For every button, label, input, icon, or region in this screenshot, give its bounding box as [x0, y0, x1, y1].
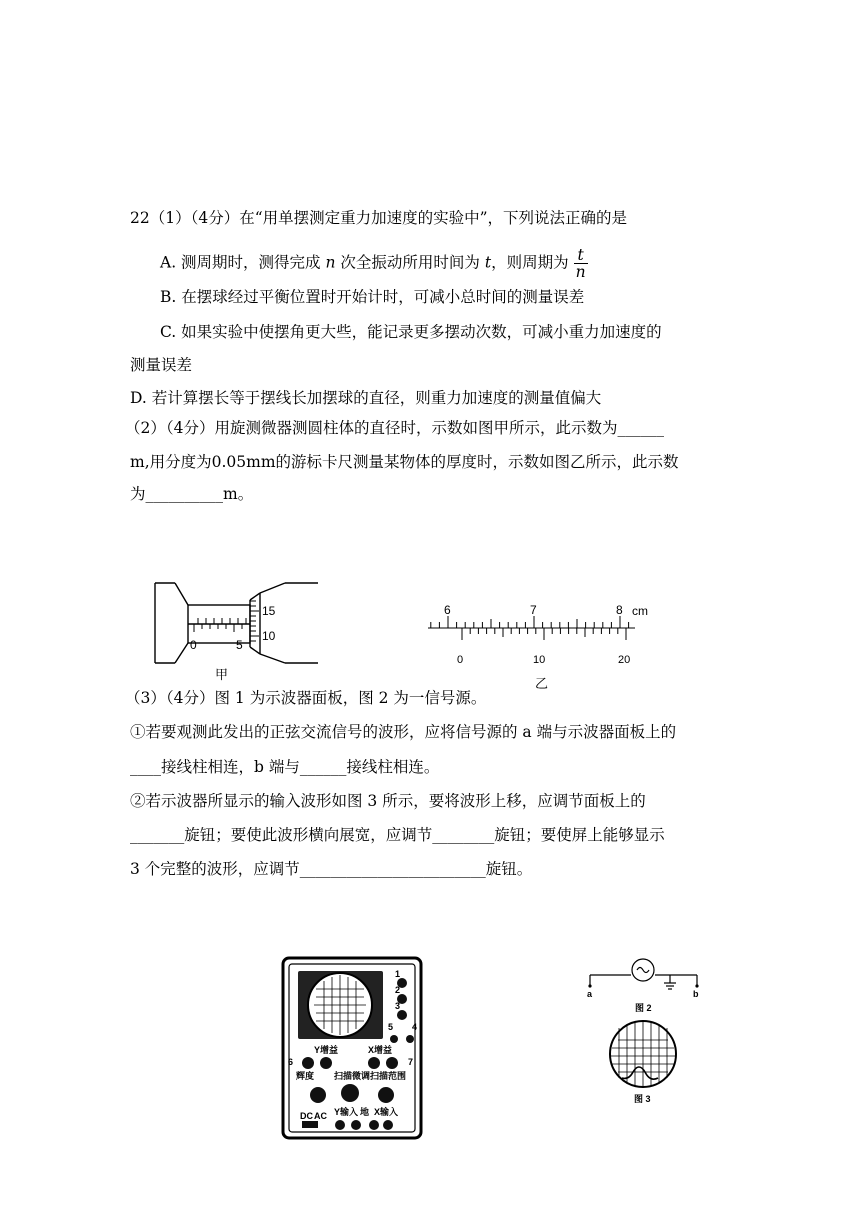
unit-label: cm	[632, 604, 648, 618]
option-a-post: ，则周期为	[491, 253, 569, 272]
label-ground: 地	[360, 1107, 370, 1117]
thimble-label-10: 10	[262, 629, 276, 643]
part2-line2: m,用分度为0.05mm的游标卡尺测量某物体的厚度时，示数如图乙所示，此示数	[130, 453, 679, 471]
label-ac: AC	[314, 1111, 327, 1121]
question-title: 22（1）（4分）在“用单摆测定重力加速度的实验中”，下列说法正确的是	[130, 209, 628, 227]
part3-line2: ①若要观测此发出的正弦交流信号的波形，应将信号源的 a 端与示波器面板上的	[130, 723, 677, 741]
sleeve-label-5: 5	[236, 638, 243, 652]
label-3: 3	[395, 1001, 401, 1011]
label-sweep-fine: 扫描微调	[334, 1071, 371, 1081]
vernier-label-10: 10	[533, 654, 546, 666]
vernier-label-0: 0	[457, 654, 464, 666]
part2-line3: 为__________m。	[130, 485, 254, 503]
option-b: B. 在摆球经过平衡位置时开始计时，可减小总时间的测量误差	[160, 288, 585, 306]
part3-line6: 3 个完整的波形，应调节________________________旋钮。	[130, 860, 533, 878]
vernier-label-20: 20	[618, 654, 631, 666]
option-a-mid: 次全振动所用时间为	[340, 253, 480, 272]
option-a-n: n	[325, 253, 336, 272]
label-x-shift: X增益	[368, 1045, 393, 1055]
label-x-input: X输入	[374, 1107, 399, 1117]
signal-source-figure	[585, 955, 710, 1015]
option-a-pre: A. 测周期时，测得完成	[160, 253, 321, 272]
option-c-line2: 测量误差	[130, 356, 193, 374]
option-a-t: t	[484, 253, 492, 272]
label-6: 6	[288, 1057, 294, 1067]
label-y-shift: Y增益	[314, 1045, 339, 1055]
label-2: 2	[395, 985, 401, 995]
micrometer-caption: 甲	[215, 668, 229, 683]
label-1: 1	[395, 969, 401, 979]
fraction-denominator: n	[575, 263, 586, 281]
label-brightness: 辉度	[296, 1071, 315, 1081]
label-4: 4	[412, 1022, 418, 1032]
option-a	[160, 247, 588, 280]
terminal-a: a	[587, 989, 593, 999]
option-c-line1: C. 如果实验中使摆角更大些，能记录更多摆动次数，可减小重力加速度的	[160, 323, 662, 341]
period-fraction	[574, 247, 588, 280]
terminal-b: b	[693, 989, 699, 999]
sleeve-label-0: 0	[190, 638, 197, 652]
caliper-figure	[420, 598, 660, 693]
part2-line1: （2）（4分）用旋测微器测圆柱体的直径时，示数如图甲所示，此示数为______	[125, 419, 664, 437]
part3-line5: _______旋钮；要使此波形横向展宽，应调节________旋钮；要使屏上能够显示	[130, 826, 665, 844]
label-y-input: Y输入	[334, 1107, 359, 1117]
main-label-6: 6	[444, 603, 451, 617]
main-label-7: 7	[530, 603, 537, 617]
oscilloscope-panel	[278, 955, 428, 1145]
figure2-caption: 图 2	[635, 1003, 652, 1013]
main-label-8: 8	[616, 603, 623, 617]
fraction-numerator: t	[574, 247, 588, 264]
option-d: D. 若计算摆长等于摆线长加摆球的直径，则重力加速度的测量值偏大	[130, 389, 602, 407]
thimble-label-15: 15	[262, 604, 276, 618]
label-dc: DC	[300, 1111, 313, 1121]
part3-line4: ②若示波器所显示的输入波形如图 3 所示，要将波形上移，应调节面板上的	[130, 792, 646, 810]
caliper-caption: 乙	[535, 677, 549, 692]
figure3-caption: 图 3	[634, 1094, 651, 1104]
micrometer-figure	[150, 575, 325, 690]
part3-line1: （3）（4分）图 1 为示波器面板，图 2 为一信号源。	[125, 689, 487, 707]
figure3-screen	[598, 1018, 693, 1108]
label-7: 7	[408, 1057, 414, 1067]
label-sweep-range: 扫描范围	[370, 1071, 407, 1081]
part3-line3: ____接线柱相连，b 端与______接线柱相连。	[130, 758, 440, 776]
label-5: 5	[388, 1022, 394, 1032]
